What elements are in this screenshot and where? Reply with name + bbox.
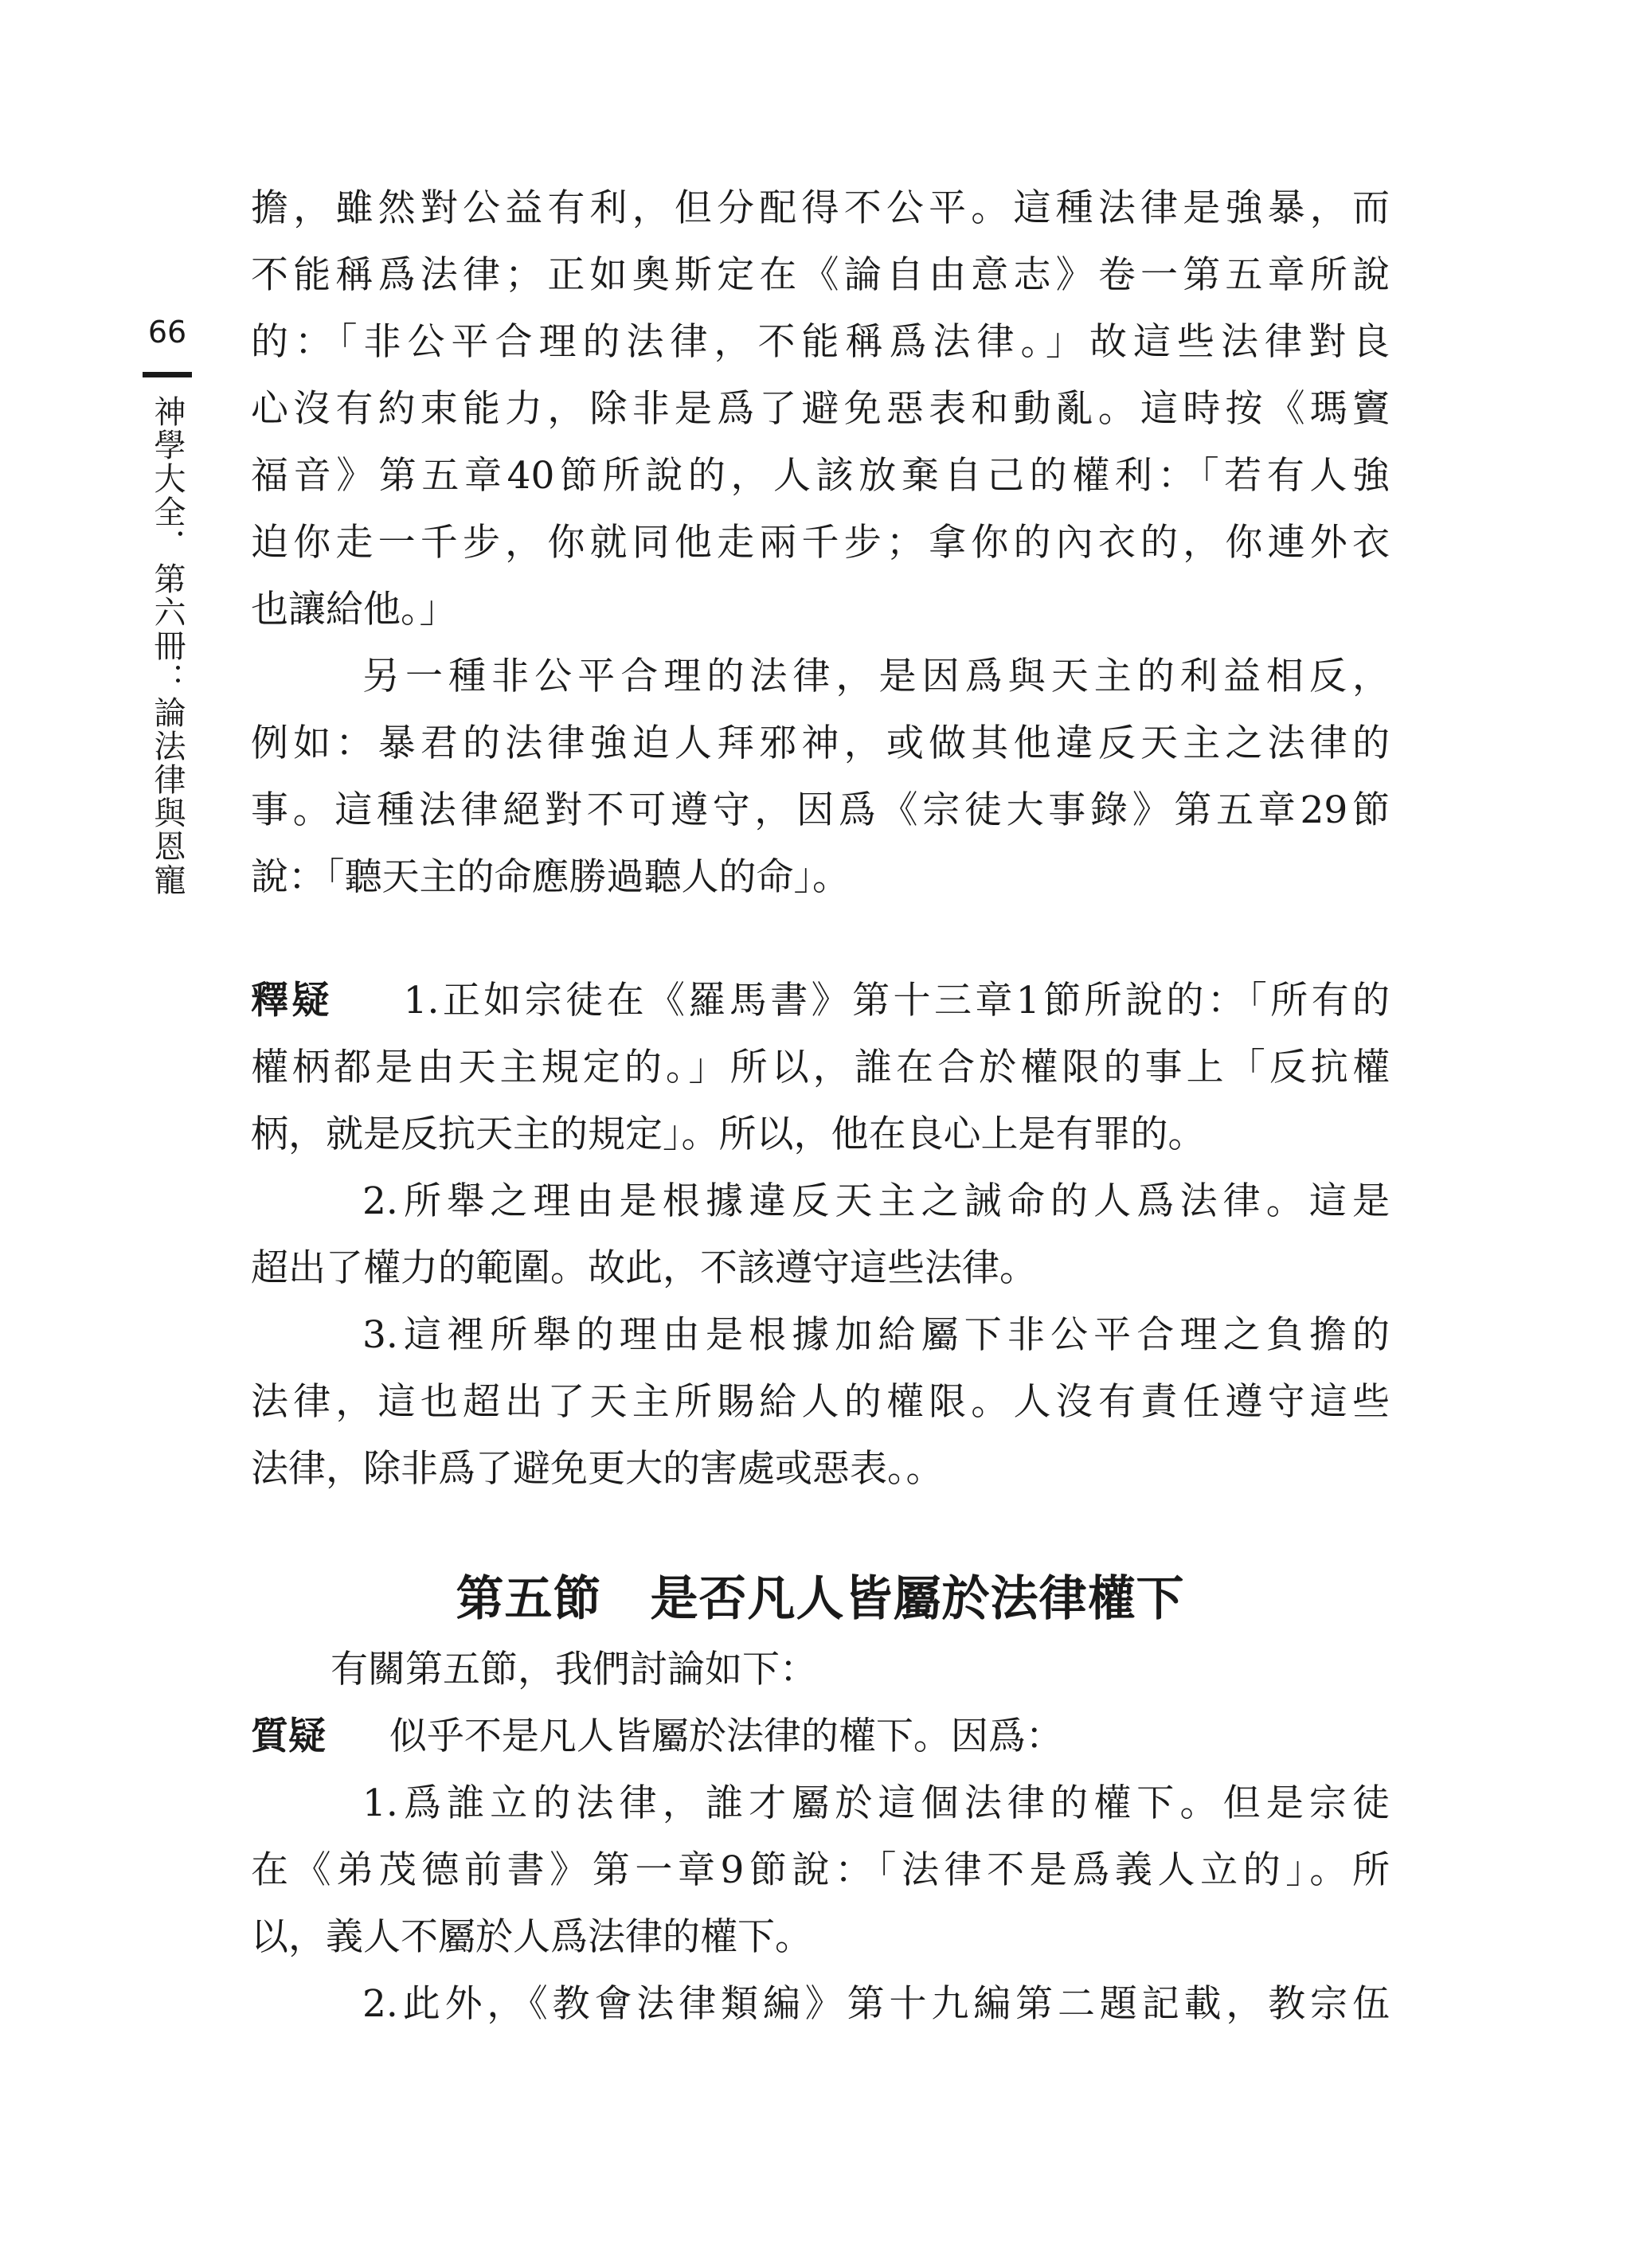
text-line: 有關第五節，我們討論如下： [331, 1648, 817, 1691]
text-line: 以，義人不屬於人爲法律的權下。 [251, 1915, 812, 1959]
text-line: 法律，除非爲了避免更大的害處或惡表。。 [251, 1447, 944, 1491]
text-line: 超出了權力的範圍。故此，不該遵守這些法律。 [251, 1246, 1037, 1290]
text-line: 例如：暴君的法律強迫人拜邪神，或做其他違反天主之法律的 [251, 721, 1390, 765]
text-line: 2.所舉之理由是根據違反天主之誡命的人爲法律。這是 [362, 1179, 1390, 1223]
text-line: 權柄都是由天主規定的。」所以，誰在合於權限的事上「反抗權 [251, 1046, 1390, 1089]
reply-block [251, 968, 1390, 1503]
upper-text-block [251, 175, 1390, 911]
text-line: 1.正如宗徒在《羅馬書》第十三章1節所說的：「所有的 [403, 979, 1390, 1023]
text-line: 3.這裡所舉的理由是根據加給屬下非公平合理之負擔的 [362, 1313, 1390, 1357]
section-heading: 第五節 是否凡人皆屬於法律權下 [456, 1571, 1185, 1627]
text-line: 事。這種法律絕對不可遵守，因爲《宗徒大事錄》第五章29節 [251, 788, 1390, 832]
text-line: 也讓給他。」 [251, 588, 457, 632]
running-title: 神學大全．第六冊：論法律與恩寵 [149, 395, 186, 897]
text-line: 似乎不是凡人皆屬於法律的權下。因爲： [389, 1715, 1063, 1758]
margin-column [139, 315, 195, 897]
text-line: 擔，雖然對公益有利，但分配得不公平。這種法律是強暴，而 [251, 186, 1390, 230]
text-line: 不能稱爲法律；正如奧斯定在《論自由意志》卷一第五章所說 [251, 253, 1390, 297]
reply-label: 釋疑 [251, 979, 333, 1023]
page-number: 66 [147, 315, 187, 350]
objection-label: 質疑 [251, 1715, 326, 1758]
margin-rule [143, 372, 192, 377]
text-line: 福音》第五章40節所說的，人該放棄自己的權利：「若有人強 [251, 454, 1390, 498]
text-line: 說：「聽天主的命應勝過聽人的命」。 [251, 855, 850, 899]
text-line: 法律，這也超出了天主所賜給人的權限。人沒有責任遵守這些 [251, 1380, 1390, 1424]
text-line: 另一種非公平合理的法律，是因爲與天主的利益相反， [362, 655, 1390, 698]
text-line: 心沒有約束能力，除非是爲了避免惡表和動亂。這時按《瑪竇 [251, 387, 1390, 431]
text-line: 迫你走一千步，你就同他走兩千步；拿你的內衣的，你連外衣 [251, 521, 1390, 565]
text-line: 2.此外，《教會法律類編》第十九編第二題記載，教宗伍 [362, 1982, 1390, 2026]
text-line: 的：「非公平合理的法律，不能稱爲法律。」故這些法律對良 [251, 320, 1390, 364]
text-line: 1.爲誰立的法律，誰才屬於這個法律的權下。但是宗徒 [362, 1781, 1390, 1825]
text-line: 柄，就是反抗天主的規定」。所以，他在良心上是有罪的。 [251, 1112, 1206, 1156]
section-text-block [251, 1636, 1390, 2038]
text-line: 在《弟茂德前書》第一章9節說：「法律不是爲義人立的」。所 [251, 1848, 1390, 1892]
